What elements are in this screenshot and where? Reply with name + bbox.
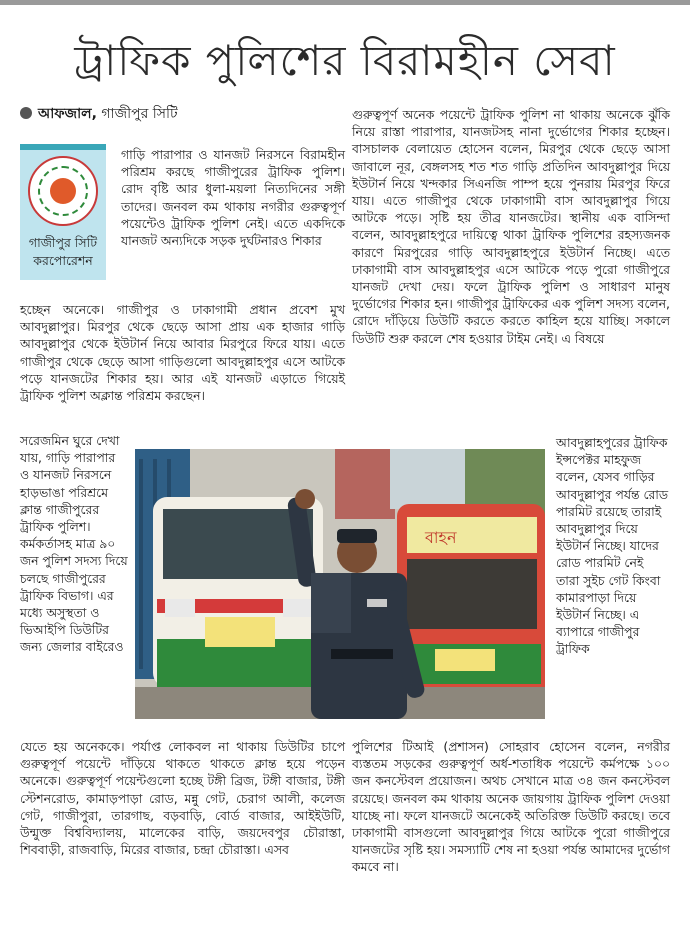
news-photo-traffic-police: [135, 449, 545, 719]
paragraph: সরেজমিন ঘুরে দেখা যায়, গাড়ি পারাপার ও যানজট নিরসনে হাড়ভাঙা পরিশ্রমে ক্লান্ত গাজীপুরের ট্রাফিক পুলিশ। কর্মকর্তাসহ মাত্র ৯০ জন পুলিশ সদস্য দিয়ে চলছে গাজীপুরের ট্রাফিক বিভাগ। এর মধ্যে অসুস্থতা ও ভিআইপি ডিউটির জন্য জেলার বাইরেও: [20, 433, 128, 655]
bullet-icon: [20, 107, 32, 119]
column-1-body: [20, 301, 345, 404]
headline: ট্রাফিক পুলিশের বিরামহীন সেবা: [74, 36, 616, 85]
paragraph: গুরুত্বপূর্ণ অনেক পয়েন্টে ট্রাফিক পুলিশ না থাকায় অনেকে ঝুঁকি নিয়ে রাস্তা পারাপার, যানজটসহ নানা দুর্ভোগের শিকার হচ্ছেন। বাসচালক বেলায়েত হোসেন বলেন, মিরপুর থেকে ছেড়ে আসা জাবালে নূর, বেঙ্গলসহ শত শত গাড়ি প্রতিদিন আবদুল্লাপুর দিয়ে ইউটার্ন নিয়ে খন্দকার সিএনজি পাম্প হয়ে পুনরায় মিরপুর ফিরে যায়। এতে গাজীপুর থেকে ঢাকাগামী বাস আবদুল্লাপুর গিয়ে আটকে পড়ে। সৃষ্টি হয় তীব্র যানজটের। স্থানীয় এক বাসিন্দা বলেন, আবদুল্লাহপুরে দায়িত্বে থাকা ট্রাফিক পুলিশের রহস্যজনক কারণে মিরপুরের গাড়ি আবদুল্লাহপুরে ইউটার্ন নিচ্ছে। এতে ঢাকাগামী বাস আবদুল্লাহপুর এসে আটকে পড়ে পুরো গাজীপুরে যানজট দেখা দেয়। ফলে ট্রাফিক পুলিশ ও সাধারণ মানুষ দুর্ভোগের শিকার হন। গাজীপুর ট্রাফিকের এক পুলিশ সদস্য বলেন, রোদে দাঁড়িয়ে ডিউটি করতে করতে কাহিল হয়ে যাচ্ছি। সকালে ডিউটি শুরু করলে শেষ হওয়ার টাইম নেই। এ বিষয়ে: [352, 107, 670, 346]
top-rule: [0, 0, 690, 5]
column-2-bottom: [352, 738, 670, 876]
column-1-intro: [121, 146, 345, 249]
column-1-bottom: [20, 738, 345, 858]
column-2-top: [352, 106, 670, 347]
paragraph: গাড়ি পারাপার ও যানজট নিরসনে বিরামহীন পরিশ্রম করছে গাজীপুরের ট্রাফিক পুলিশ। রোদ বৃষ্টি আর ধুলা-ময়লা নিত্যদিনের সঙ্গী তাদের। জনবল কম থাকায় নগরীর গুরুত্বপূর্ণ পয়েন্টেও ট্রাফিক পুলিশ নেই। এতে একদিকে যানজট অন্যদিকে সড়ক দুর্ঘটনারও শিকার: [121, 147, 345, 249]
city-corporation-emblem-icon: [28, 156, 98, 226]
photo-illustration: [135, 449, 545, 719]
paragraph: হচ্ছেন অনেকে। গাজীপুর ও ঢাকাগামী প্রধান প্রবেশ মুখ আবদুল্লাপুর। মিরপুর থেকে ছেড়ে আসা প্রায় এক হাজার গাড়ি আবদুল্লাপুর থেকে ইউটার্ন নিয়ে আবার মিরপুরে ফিরে যায়। এতে গাজীপুর থেকে ছেড়ে আসা গাড়িগুলো আবদুল্লাহপুর এসে আটকে পড়ে যানজটের শিকার হয়। আর এই যানজট এড়াতে গিয়েই ট্রাফিক পুলিশ অক্লান্ত পরিশ্রম করছেন।: [20, 302, 345, 404]
byline-author: আফজাল,: [38, 106, 97, 122]
logo-caption: গাজীপুর সিটি করপোরেশন: [28, 235, 98, 268]
city-corporation-logo-box: [20, 144, 106, 280]
column-1-side: [20, 432, 128, 656]
bus-sign-text: বাহন: [425, 528, 457, 547]
column-2-side: [556, 434, 670, 658]
byline: [20, 104, 178, 124]
byline-location: গাজীপুর সিটি: [101, 106, 178, 122]
paragraph: যেতে হয় অনেককে। পর্যাপ্ত লোকবল না থাকায় ডিউটির চাপে গুরুত্বপূর্ণ পয়েন্টে দাঁড়িয়ে থাকতে থাকতে ক্লান্ত হয়ে পড়েন অনেকে। গুরুত্বপূর্ণ পয়েন্টগুলো হচ্ছে টঙ্গী ব্রিজ, টঙ্গী বাজার, টঙ্গী স্টেশনরোড, কামাড়পাড়া রোড, মন্নু গেট, চেরাগ আলী, কলেজ গেট, গাজীপুরা, তারগাছ, বড়বাড়ি, বোর্ড বাজার, আইইউটি, উন্মুক্ত বিশ্ববিদ্যালয়, মালেকের বাড়ি, জয়দেবপুর চৌরাস্তা, শিববাড়ী, রাজবাড়ি, মিরের বাজার, চন্দ্রা চৌরাস্তা। এসব: [20, 739, 345, 858]
paragraph: পুলিশের টিআই (প্রশাসন) সোহরাব হোসেন বলেন, নগরীর ব্যস্ততম সড়কের গুরুত্বপূর্ণ অর্ধ-শতাধিক পয়েন্টে কর্মপক্ষে ১০০ জন কনস্টেবল প্রয়োজন। অথচ সেখানে মাত্র ৩৪ জন কনস্টেবল রয়েছে। জনবল কম থাকায় অনেক জায়গায় ট্রাফিক পুলিশ দেওয়া যাচ্ছে না। ফলে যানজটে অনেকেই অতিরিক্ত ডিউটি করছে। তবে ঢাকাগামী বাসগুলো আবদুল্লাপুর গিয়ে আটকে পুরো গাজীপুরে যানজটের সৃষ্টি হয়। সমস্যাটি শেষ না হওয়া পর্যন্ত আমাদের দুর্ভোগ কমবে না।: [352, 739, 670, 875]
paragraph: আবদুল্লাহপুরের ট্রাফিক ইন্সপেক্টর মাহফুজ বলেন, যেসব গাড়ির আবদুল্লাপুর পর্যন্ত রোড পারমিট রয়েছে তারাই আবদুল্লাপুর দিয়ে ইউটার্ন নিচ্ছে। যাদের রোড পারমিট নেই তারা সুইচ গেট কিংবা কামারপাড়া দিয়ে ইউটার্ন নিচ্ছে। এ ব্যাপারে গাজীপুর ট্রাফিক: [556, 435, 669, 657]
